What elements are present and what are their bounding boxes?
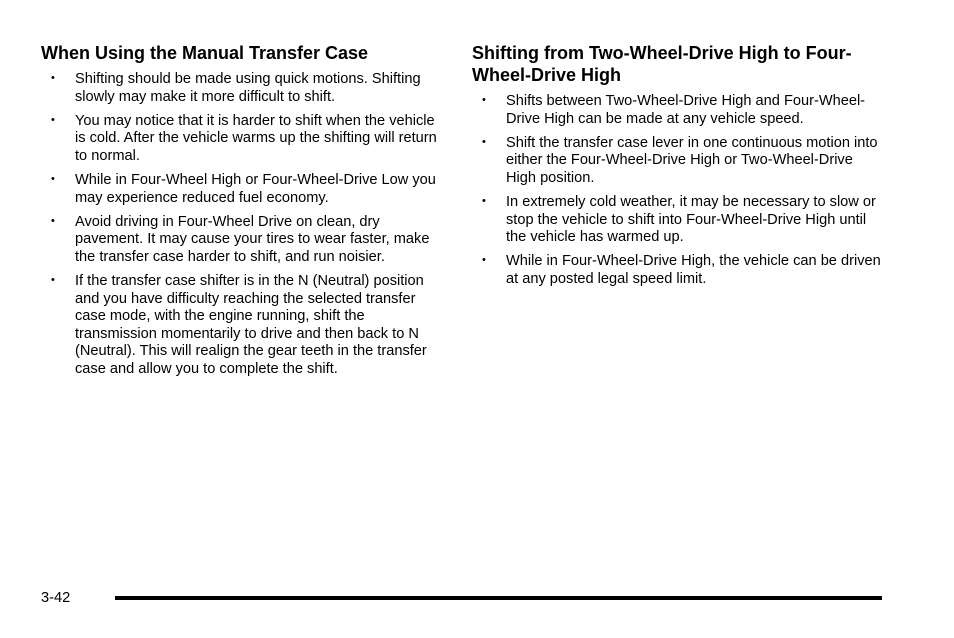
bullet-icon: • [482, 94, 486, 106]
bullet-icon: • [51, 214, 55, 227]
list-item: • While in Four-Wheel High or Four-Wheel-Drive Low you may experience reduced fuel economy. [51, 171, 436, 206]
bullet-list-manual-transfer-case [41, 71, 441, 379]
bullet-icon: • [51, 273, 55, 286]
page-number: 3-42 [41, 590, 71, 606]
list-item: • Avoid driving in Four-Wheel Drive on clean, dry pavement. It may cause your tires to wear faster, make the transfer case harder to shift, and run noisier. [51, 213, 430, 265]
bullet-icon: • [51, 113, 55, 126]
section-heading-two-to-four-wheel-drive: Shifting from Two-Wheel-Drive High to Four-Wheel-Drive High [472, 43, 852, 85]
list-item: • In extremely cold weather, it may be necessary to slow or stop the vehicle to shift into Four-Wheel-Drive High until the vehicle has warmed up. [482, 193, 876, 246]
bullet-list-two-to-four-wheel-drive [472, 93, 882, 288]
section-heading-manual-transfer-case: When Using the Manual Transfer Case [41, 43, 369, 63]
bullet-icon: • [51, 72, 55, 84]
footer-rule [115, 596, 882, 600]
bullet-icon: • [482, 135, 486, 148]
list-item: • Shifting should be made using quick motions. Shifting slowly may make it more difficult to shift. [51, 71, 421, 105]
left-column [41, 42, 441, 385]
list-item: • You may notice that it is harder to shift when the vehicle is cold. After the vehicle warms up the shifting will return to normal. [51, 112, 437, 164]
bullet-icon: • [482, 194, 486, 207]
list-item: • If the transfer case shifter is in the N (Neutral) position and you have difficulty reaching the selected transfer case mode, with the engine running, shift the transmission momentarily to drive and then back to N (Neutral). This will realign the gear teeth in the transfer case and allow you to complete the shift. [51, 272, 427, 377]
bullet-icon: • [51, 172, 55, 185]
list-item: • Shifts between Two-Wheel-Drive High and Four-Wheel-Drive High can be made at any vehicle speed. [482, 93, 866, 127]
list-item: • While in Four-Wheel-Drive High, the vehicle can be driven at any posted legal speed limit. [482, 253, 881, 287]
right-column [472, 42, 882, 295]
list-item: • Shift the transfer case lever in one continuous motion into either the Four-Wheel-Drive High or Two-Wheel-Drive High position. [482, 134, 878, 186]
bullet-icon: • [482, 254, 486, 267]
